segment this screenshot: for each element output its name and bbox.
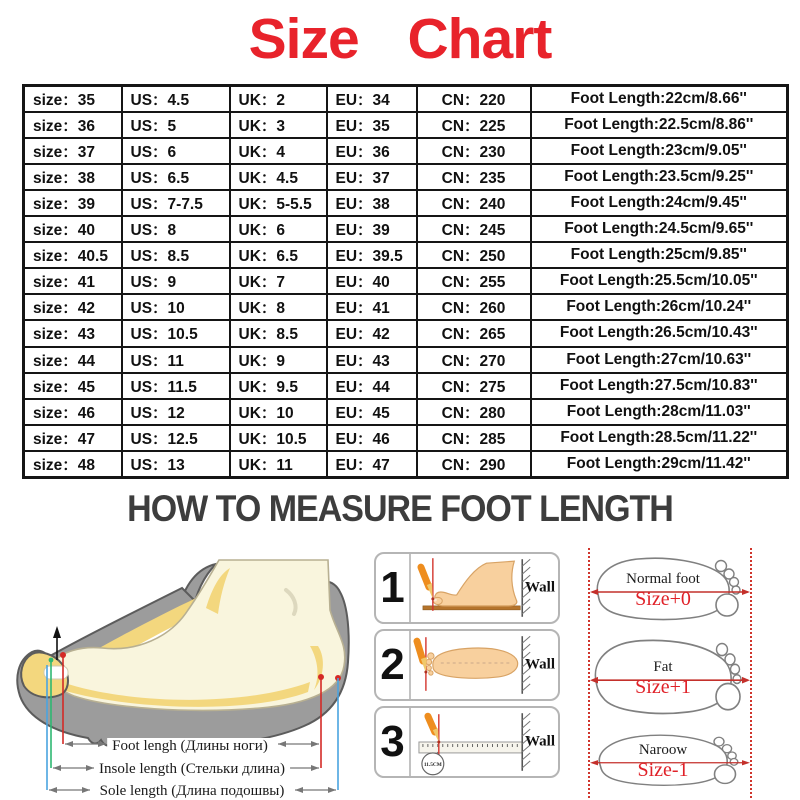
table-cell: size：46 (24, 399, 122, 425)
step-number: 3 (376, 708, 411, 776)
table-cell: UK：7 (230, 268, 327, 294)
table-cell: UK：4.5 (230, 164, 327, 190)
foot-length-label: Foot lengh (Длины ноги) (107, 738, 273, 755)
table-cell: CN：250 (417, 242, 531, 268)
table-cell: US：4.5 (122, 86, 230, 113)
table-cell: EU：47 (327, 451, 417, 478)
table-cell: size：41 (24, 268, 122, 294)
table-cell: EU：37 (327, 164, 417, 190)
table-cell: size：47 (24, 425, 122, 451)
table-cell: EU：42 (327, 320, 417, 346)
table-cell: UK：3 (230, 112, 327, 138)
table-cell: UK：8.5 (230, 320, 327, 346)
ruler-mark-value: 11.5CM (423, 762, 442, 769)
table-cell: US：7-7.5 (122, 190, 230, 216)
table-cell: UK：9 (230, 347, 327, 373)
table-cell: UK：4 (230, 138, 327, 164)
table-cell: Foot Length:28.5cm/11.22'' (531, 425, 788, 451)
table-cell: UK：5-5.5 (230, 190, 327, 216)
table-cell: CN：290 (417, 451, 531, 478)
table-cell: UK：6.5 (230, 242, 327, 268)
table-cell: CN：225 (417, 112, 531, 138)
foot-type-narrow (588, 724, 752, 798)
foot-type-normal (588, 548, 752, 632)
step-number: 2 (376, 631, 411, 699)
wall-label: Wall (524, 656, 555, 673)
table-cell: US：6 (122, 138, 230, 164)
foot-type-name: Naroow (638, 741, 688, 758)
table-cell: Foot Length:24cm/9.45'' (531, 190, 788, 216)
table-cell: size：45 (24, 373, 122, 399)
table-cell: UK：2 (230, 86, 327, 113)
table-cell: US：10.5 (122, 320, 230, 346)
table-cell: CN：230 (417, 138, 531, 164)
table-cell: EU：40 (327, 268, 417, 294)
table-cell: size：36 (24, 112, 122, 138)
table-cell: US：12.5 (122, 425, 230, 451)
table-cell: EU：39 (327, 216, 417, 242)
table-cell: US：5 (122, 112, 230, 138)
table-cell: EU：43 (327, 347, 417, 373)
table-cell: Foot Length:23.5cm/9.25'' (531, 164, 788, 190)
table-cell: CN：270 (417, 347, 531, 373)
table-cell: size：38 (24, 164, 122, 190)
table-cell: size：42 (24, 294, 122, 320)
table-cell: Foot Length:25cm/9.85'' (531, 242, 788, 268)
table-cell: size：48 (24, 451, 122, 478)
table-cell: EU：39.5 (327, 242, 417, 268)
table-row (24, 451, 788, 478)
table-row (24, 347, 788, 373)
table-cell: UK：6 (230, 216, 327, 242)
wall-label: Wall (524, 579, 555, 596)
insole-length-label: Insole length (Стельки длина) (94, 761, 290, 778)
table-row (24, 112, 788, 138)
sole-length-label: Sole length (Длина подошвы) (95, 783, 290, 800)
table-cell: EU：45 (327, 399, 417, 425)
table-cell: US：11 (122, 347, 230, 373)
table-cell: EU：41 (327, 294, 417, 320)
table-cell: Foot Length:22cm/8.66'' (531, 86, 788, 113)
table-cell: size：43 (24, 320, 122, 346)
table-cell: UK：11 (230, 451, 327, 478)
foot-type-name: Fat (653, 658, 673, 675)
table-cell: size：40.5 (24, 242, 122, 268)
table-row (24, 373, 788, 399)
table-cell: US：10 (122, 294, 230, 320)
step-panel-1 (374, 552, 560, 624)
table-row (24, 242, 788, 268)
table-row (24, 268, 788, 294)
table-cell: Foot Length:26cm/10.24'' (531, 294, 788, 320)
table-row (24, 399, 788, 425)
table-cell: US：8.5 (122, 242, 230, 268)
table-cell: size：37 (24, 138, 122, 164)
table-cell: CN：260 (417, 294, 531, 320)
measure-steps (374, 552, 560, 783)
page-title: Size Chart (248, 7, 552, 71)
table-cell: CN：255 (417, 268, 531, 294)
table-cell: Foot Length:25.5cm/10.05'' (531, 268, 788, 294)
foot-type-size: Size+0 (635, 587, 691, 610)
step-panel-2 (374, 629, 560, 701)
foot-types (588, 548, 752, 798)
foot-type-name: Normal foot (626, 570, 700, 587)
size-table (22, 84, 789, 479)
table-cell: Foot Length:24.5cm/9.65'' (531, 216, 788, 242)
table-cell: CN：245 (417, 216, 531, 242)
table-row (24, 294, 788, 320)
table-cell: UK：8 (230, 294, 327, 320)
table-cell: size：40 (24, 216, 122, 242)
table-cell: US：12 (122, 399, 230, 425)
table-cell: US：8 (122, 216, 230, 242)
table-row (24, 425, 788, 451)
table-cell: Foot Length:27.5cm/10.83'' (531, 373, 788, 399)
size-table-body (24, 86, 788, 478)
table-cell: US：6.5 (122, 164, 230, 190)
foot-type-size: Size+1 (635, 675, 691, 698)
table-cell: Foot Length:29cm/11.42'' (531, 451, 788, 478)
table-cell: Foot Length:23cm/9.05'' (531, 138, 788, 164)
table-cell: EU：38 (327, 190, 417, 216)
table-cell: UK：10 (230, 399, 327, 425)
wall-label: Wall (524, 733, 555, 750)
table-cell: UK：9.5 (230, 373, 327, 399)
table-cell: size：39 (24, 190, 122, 216)
table-cell: CN：285 (417, 425, 531, 451)
table-cell: US：9 (122, 268, 230, 294)
table-cell: US：11.5 (122, 373, 230, 399)
table-row (24, 138, 788, 164)
table-cell: Foot Length:26.5cm/10.43'' (531, 320, 788, 346)
table-cell: EU：44 (327, 373, 417, 399)
table-cell: size：44 (24, 347, 122, 373)
table-row (24, 190, 788, 216)
table-cell: UK：10.5 (230, 425, 327, 451)
table-cell: Foot Length:27cm/10.63'' (531, 347, 788, 373)
table-cell: CN：240 (417, 190, 531, 216)
table-row (24, 86, 788, 113)
table-cell: EU：34 (327, 86, 417, 113)
table-row (24, 216, 788, 242)
table-cell: CN：235 (417, 164, 531, 190)
table-cell: CN：275 (417, 373, 531, 399)
table-row (24, 164, 788, 190)
table-cell: US：13 (122, 451, 230, 478)
foot-type-size: Size-1 (637, 758, 689, 781)
step-panel-3 (374, 706, 560, 778)
measure-heading: HOW TO MEASURE FOOT LENGTH (127, 488, 673, 530)
table-cell: size：35 (24, 86, 122, 113)
step-number: 1 (376, 554, 411, 622)
table-row (24, 320, 788, 346)
table-cell: EU：35 (327, 112, 417, 138)
table-cell: CN：265 (417, 320, 531, 346)
foot-type-fat (588, 632, 752, 724)
table-cell: CN：220 (417, 86, 531, 113)
table-cell: Foot Length:28cm/11.03'' (531, 399, 788, 425)
table-cell: CN：280 (417, 399, 531, 425)
table-cell: Foot Length:22.5cm/8.86'' (531, 112, 788, 138)
table-cell: EU：36 (327, 138, 417, 164)
table-cell: EU：46 (327, 425, 417, 451)
